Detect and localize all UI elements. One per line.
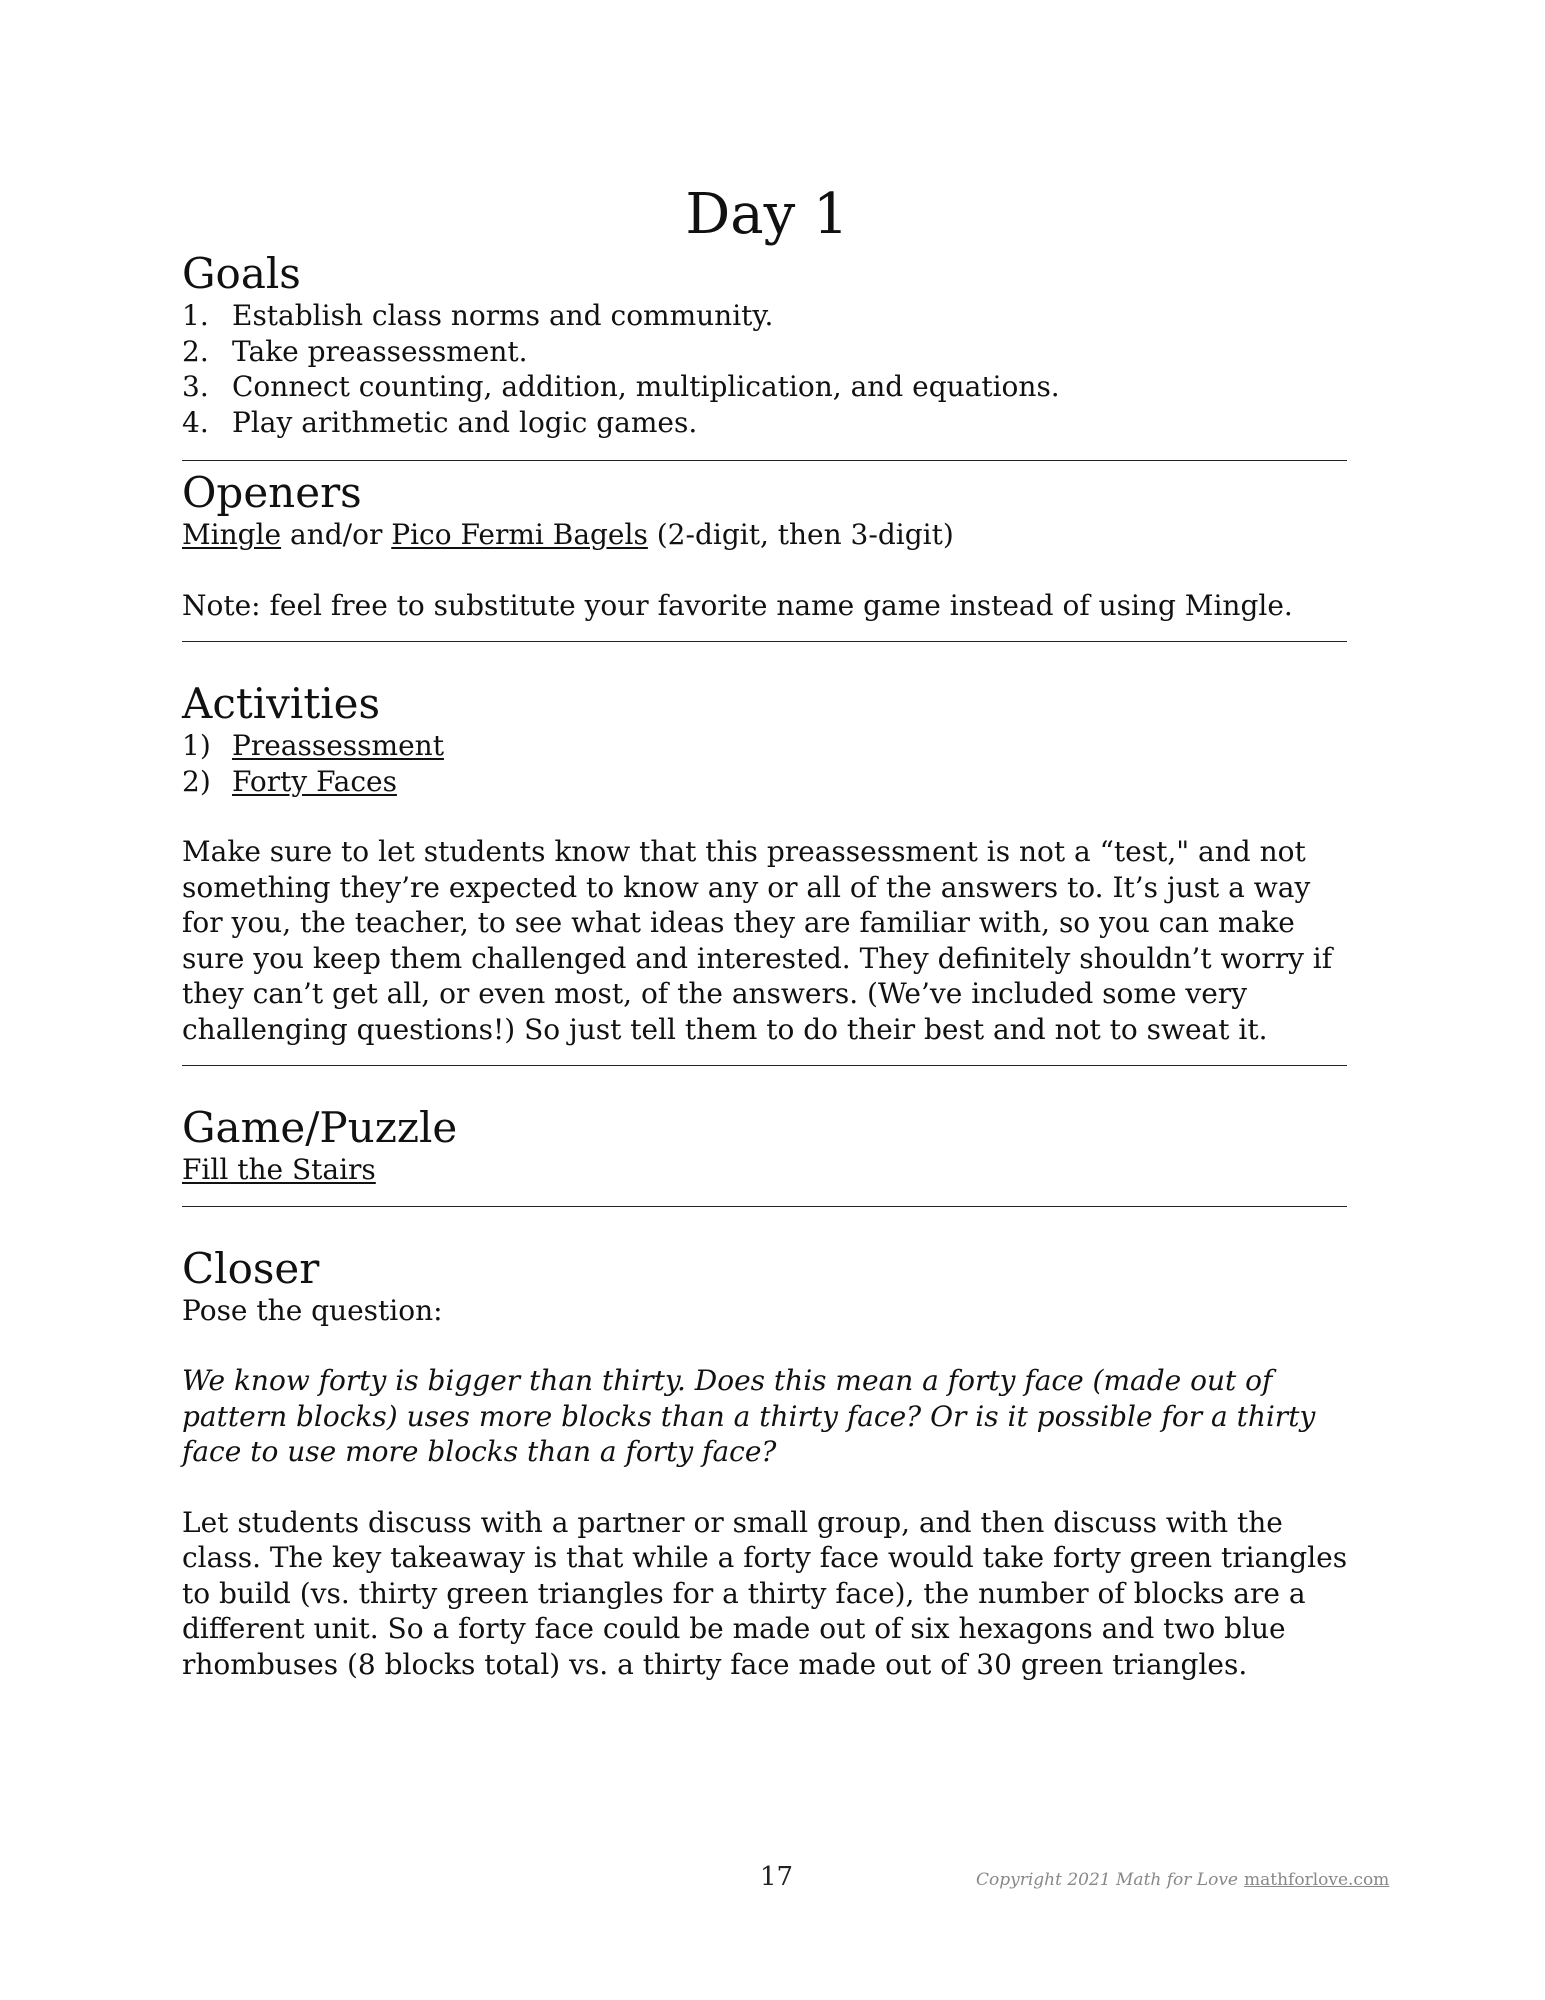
goals-list bbox=[182, 298, 1352, 440]
game-heading: Game/Puzzle bbox=[182, 1103, 458, 1152]
closer-paragraph: Let students discuss with a partner or small group, and then discuss with the class. The key takeaway is that while a forty face would take forty green triangles to build (vs. thirty green triangles for a thirty face), the number of blocks are a different unit. So a forty face could be made out of six hexagons and two blue rhombuses (8 blocks total) vs. a thirty face made out of 30 green triangles. bbox=[182, 1505, 1348, 1681]
list-text: Take preassessment. bbox=[232, 334, 528, 368]
openers-line bbox=[182, 517, 1352, 553]
openers-heading: Openers bbox=[182, 468, 362, 517]
page-content bbox=[182, 180, 1352, 1682]
openers-note: Note: feel free to substitute your favorite name game instead of using Mingle. bbox=[182, 588, 1293, 622]
mingle-link[interactable]: Mingle bbox=[182, 518, 282, 551]
list-item bbox=[182, 764, 1352, 800]
list-number: 2. bbox=[182, 334, 209, 368]
game-line bbox=[182, 1152, 1352, 1188]
activities-paragraph: Make sure to let students know that this preassessment is not a “test," and not something they’re expected to know any or all of the answers to. It’s just a way for you, the teacher, to see what ideas they are familiar with, so you can make sure you keep them challenged and interested. They definitely shouldn’t worry if they can’t get all, or even most, of the answers. (We’ve included some very challenging questions!) So just tell them to do their best and not to sweat it. bbox=[182, 835, 1333, 1046]
list-number: 1. bbox=[182, 299, 209, 332]
openers-note-inline: (2-digit, then 3-digit) bbox=[647, 518, 954, 551]
list-text: Establish class norms and community. bbox=[232, 299, 774, 332]
list-item bbox=[182, 369, 1352, 405]
closer-heading: Closer bbox=[182, 1243, 320, 1293]
list-item bbox=[182, 334, 1352, 370]
copyright-text: Copyright 2021 Math for Love bbox=[976, 1870, 1238, 1890]
fill-the-stairs-link[interactable]: Fill the Stairs bbox=[182, 1153, 376, 1186]
list-number: 2) bbox=[182, 764, 211, 798]
list-number: 3. bbox=[182, 370, 209, 403]
list-number: 4. bbox=[182, 405, 209, 439]
closer-intro: Pose the question: bbox=[182, 1293, 443, 1327]
page-title: Day 1 bbox=[685, 182, 849, 247]
list-text: Connect counting, addition, multiplication, and equations. bbox=[232, 370, 1060, 403]
activities-list bbox=[182, 728, 1352, 799]
page-number: 17 bbox=[760, 1862, 794, 1892]
list-number: 1) bbox=[182, 729, 211, 762]
activities-heading: Activities bbox=[182, 679, 381, 728]
website-link[interactable]: mathforlove.com bbox=[1244, 1870, 1390, 1890]
pico-fermi-bagels-link[interactable]: Pico Fermi Bagels bbox=[391, 518, 648, 551]
list-item bbox=[182, 298, 1352, 334]
list-item bbox=[182, 728, 1352, 764]
closer-question: We know forty is bigger than thirty. Does this mean a forty face (made out of pattern blocks) uses more blocks than a thirty face? Or is it possible for a thirty face to use more blocks than a forty face? bbox=[182, 1364, 1316, 1468]
goals-heading: Goals bbox=[182, 249, 301, 298]
list-text: Play arithmetic and logic games. bbox=[232, 405, 698, 439]
copyright-footer bbox=[976, 1870, 1389, 1890]
openers-connector: and/or bbox=[281, 518, 392, 551]
forty-faces-link[interactable]: Forty Faces bbox=[232, 764, 397, 798]
preassessment-link[interactable]: Preassessment bbox=[232, 729, 444, 762]
list-item bbox=[182, 405, 1352, 441]
